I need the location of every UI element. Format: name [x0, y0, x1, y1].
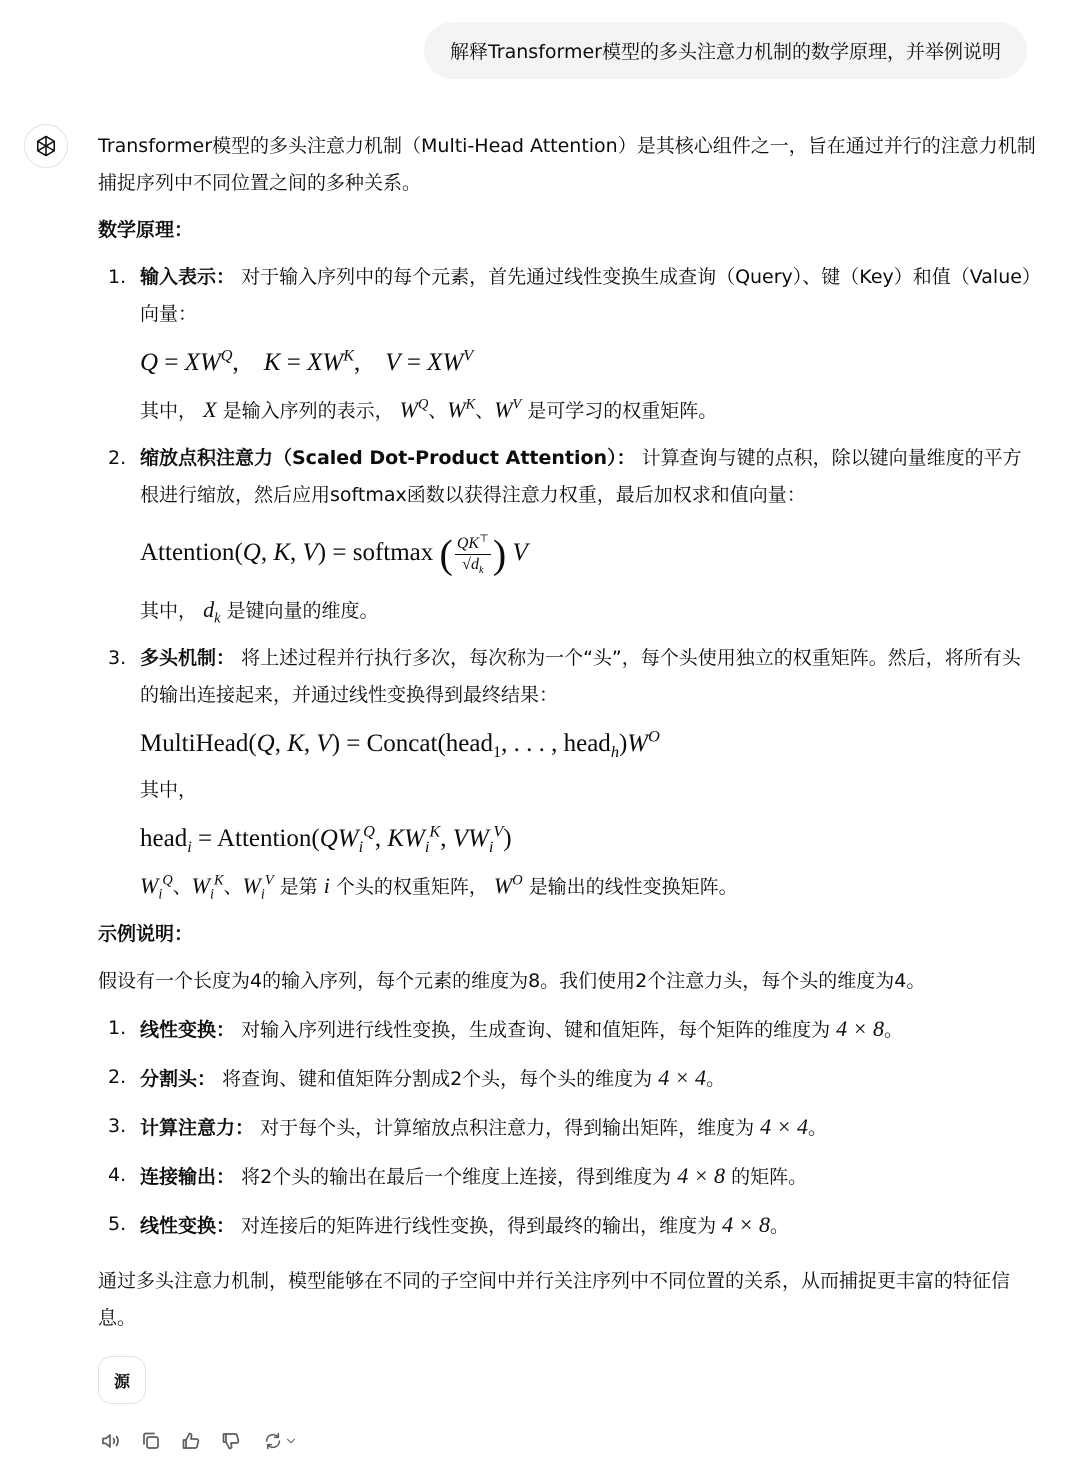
- dimension-value: 4 × 8: [722, 1212, 770, 1238]
- principle-text: 对于输入序列中的每个元素，首先通过线性变换生成查询（Query）、键（Key）和值（Value）向量：: [140, 266, 1032, 325]
- openai-logo-icon: [33, 133, 59, 159]
- example-intro: 假设有一个长度为4的输入序列，每个元素的维度为8。我们使用2个注意力头，每个头的维度为4。: [98, 970, 926, 993]
- good-response-button[interactable]: [178, 1428, 204, 1454]
- intro-paragraph: Transformer模型的多头注意力机制（Multi-Head Attention）是其核心组件之一，旨在通过并行的注意力机制捕捉序列中不同位置之间的多种关系。: [98, 135, 1036, 194]
- principle-note: $W_i^Q$、$W_i^K$、$W_i^V$ 是第 i 个头的权重矩阵， $W^O$ 是输出的线性变换矩阵。: [140, 872, 738, 903]
- chevron-down-icon: [284, 1434, 298, 1448]
- sources-button-label: 源: [113, 1371, 130, 1391]
- principle-item-2: [98, 440, 1038, 630]
- read-aloud-button[interactable]: [98, 1428, 124, 1454]
- where-label: 其中，: [140, 779, 198, 802]
- formula-attention: Attention(Q, K, V) = softmax ( $\frac{QK^⊤}{√d_k}$ ) V: [140, 531, 528, 577]
- dimension-value: 4 × 8: [677, 1163, 726, 1189]
- example-item-2: 2. 分割头： 将查询、键和值矩阵分割成2个头，每个头的维度为 4 × 4。: [108, 1065, 726, 1091]
- principle-title: 输入表示：: [140, 266, 236, 288]
- regenerate-button[interactable]: [258, 1428, 302, 1454]
- regenerate-icon: [262, 1430, 284, 1452]
- example-item-4: 4. 连接输出： 将2个头的输出在最后一个维度上连接，得到维度为 4 × 8 的矩阵。: [108, 1163, 808, 1189]
- principle-item-3: [98, 640, 1038, 906]
- principle-text: 将上述过程并行执行多次，每次称为一个“头”，每个头使用独立的权重矩阵。然后，将所有头的输出连接起来，并通过线性变换得到最终结果：: [140, 647, 1021, 707]
- principle-note: 其中， $d_k$ 是键向量的维度。: [140, 597, 379, 627]
- principle-list: [98, 259, 1038, 906]
- list-number: 3.: [108, 647, 127, 670]
- assistant-avatar: [24, 124, 68, 168]
- example-heading: 示例说明：: [98, 923, 194, 946]
- formula-head: head$_i$ = $Attention(QW_i^Q$, $KW_i^K$, $VW_i^V$): [140, 822, 512, 857]
- example-item-1: 1. 线性变换： 对输入序列进行线性变换，生成查询、键和值矩阵，每个矩阵的维度为 4 × 8。: [108, 1016, 903, 1042]
- user-message-bubble: [424, 22, 1027, 79]
- principle-item-1: [98, 259, 1038, 430]
- thumbs-up-icon: [179, 1429, 203, 1453]
- message-actions: [98, 1428, 302, 1454]
- copy-button[interactable]: [138, 1428, 164, 1454]
- principle-title: 多头机制：: [140, 647, 236, 670]
- conclusion-paragraph: 通过多头注意力机制，模型能够在不同的子空间中并行关注序列中不同位置的关系，从而捕捉更丰富的特征信息。: [98, 1270, 1011, 1330]
- example-item-3: 3. 计算注意力： 对于每个头，计算缩放点积注意力，得到输出矩阵，维度为 4 × 4。: [108, 1114, 827, 1140]
- dimension-value: 4 × 4: [658, 1065, 707, 1091]
- user-message-text: 解释Transformer模型的多头注意力机制的数学原理，并举例说明: [449, 41, 1001, 63]
- principle-title: 缩放点积注意力（Scaled Dot-Product Attention）：: [140, 447, 636, 469]
- dimension-value: 4 × 4: [760, 1114, 808, 1140]
- formula-multihead: MultiHead(Q, K, V) = Concat(head$_1$, . . . , $head_h)W^O$: [140, 727, 660, 762]
- assistant-message: [98, 128, 1038, 1347]
- dimension-value: 4 × 8: [836, 1016, 884, 1042]
- sources-button[interactable]: [98, 1356, 146, 1404]
- example-list: [98, 1010, 1038, 1245]
- list-number: 1.: [108, 266, 127, 288]
- bad-response-button[interactable]: [218, 1428, 244, 1454]
- example-item-5: 5. 线性变换： 对连接后的矩阵进行线性变换，得到最终的输出，维度为 4 × 8。: [108, 1212, 789, 1238]
- list-number: 2.: [108, 447, 127, 469]
- read-aloud-icon: [99, 1429, 123, 1453]
- thumbs-down-icon: [219, 1429, 243, 1453]
- principle-heading: 数学原理：: [98, 219, 194, 241]
- principle-note: 其中， X 是输入序列的表示， $W^Q$、$W^K$、$W^V$ 是可学习的权重矩阵。: [140, 396, 718, 422]
- principle-text: 计算查询与键的点积，除以键向量维度的平方根进行缩放，然后应用softmax函数以获得注意力权重，最后加权求和值向量：: [140, 447, 1022, 506]
- formula-qkv: $Q = XW^Q$, $K = XW^K$, $V = XW^V$: [140, 346, 474, 376]
- copy-icon: [139, 1429, 163, 1453]
